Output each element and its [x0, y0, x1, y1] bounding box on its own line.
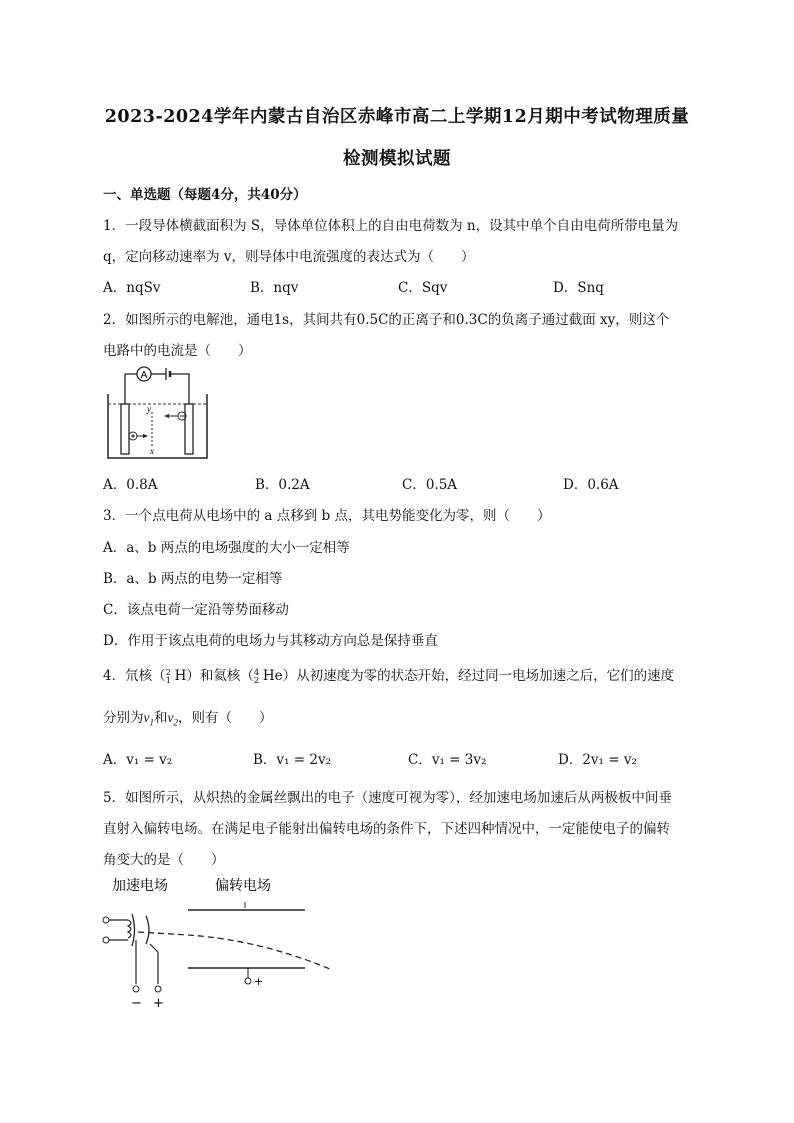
q5-line-1: 5．如图所示，从炽热的金属丝飘出的电子（速度可视为零），经加速电场加速后从两极板中间垂	[103, 790, 672, 806]
q4-mid: ）和氦核（	[186, 668, 254, 684]
q3-line-1: 3．一个点电荷从电场中的 a 点移到 b 点，其电势能变化为零，则（ ）	[103, 508, 551, 524]
plate-plus-label: +	[254, 975, 264, 988]
q4-line-2	[103, 706, 273, 728]
label-y: y	[147, 404, 151, 414]
electron-trajectory	[138, 932, 330, 969]
q4-line2-post: ，则有（ ）	[178, 710, 273, 726]
plus-terminal-label: +	[153, 996, 164, 1011]
q2-line-2: 电路中的电流是（ ）	[103, 343, 252, 359]
ammeter-label: A	[140, 370, 148, 381]
title-line-1: 2023-2024学年内蒙古自治区赤峰市高二上学期12月期中考试物理质量	[104, 107, 690, 127]
helium-isotope-prefix: 4 2	[253, 668, 260, 686]
q1-option-c[interactable]: C．Sqv	[398, 280, 448, 296]
label-x: x	[150, 446, 154, 456]
electrolysis-figure	[100, 364, 215, 464]
q1-line-2: q，定向移动速率为 v，则导体中电流强度的表达式为（ ）	[103, 249, 475, 265]
q3-option-a[interactable]: A．a、b 两点的电场强度的大小一定相等	[103, 540, 350, 556]
q4-line2-mid: 和	[154, 710, 168, 726]
q4-line2-pre: 分别为	[103, 710, 144, 726]
helium-symbol: He	[262, 668, 283, 684]
cathode-icon	[132, 914, 135, 946]
q4-option-b[interactable]: B．v₁ = 2v₂	[253, 752, 331, 768]
q1-option-a[interactable]: A．nqSv	[103, 280, 161, 296]
q2-option-a[interactable]: A．0.8A	[103, 477, 158, 493]
q3-option-c[interactable]: C．该点电荷一定沿等势面移动	[103, 602, 289, 618]
accel-field-label: 加速电场	[112, 878, 168, 894]
q2-option-c[interactable]: C．0.5A	[402, 477, 458, 493]
q4-prefix: 4．氘核（	[103, 668, 166, 684]
q1-line-1: 1．一段导体横截面积为 S，导体单位体积上的自由电荷数为 n，设其中单个自由电荷所带电量为	[103, 218, 679, 234]
section-heading: 一、单选题（每题4分，共40分）	[103, 187, 307, 203]
q2-line-1: 2．如图所示的电解池，通电1s，其间共有0.5C的正离子和0.3C的负离子通过截面 xy，则这个	[103, 312, 670, 328]
q3-option-d[interactable]: D．作用于该点电荷的电场力与其移动方向总是保持垂直	[103, 633, 438, 649]
title-line-2: 检测模拟试题	[343, 149, 451, 169]
q4-option-c[interactable]: C．v₁ = 3v₂	[408, 752, 487, 768]
q4-option-a[interactable]: A．v₁ = v₂	[103, 752, 173, 768]
q5-line-2: 直射入偏转电场。在满足电子能射出偏转电场的条件下，下述四种情况中，一定能使电子的偏转	[103, 821, 670, 837]
q2-option-b[interactable]: B．0.2A	[255, 477, 310, 493]
q4-suffix: ）从初速度为零的状态开始，经过同一电场加速之后，它们的速度	[282, 668, 675, 684]
electron-gun-figure	[100, 872, 340, 1012]
v2-symbol: $v_2$	[167, 710, 178, 728]
deuterium-symbol: H	[174, 668, 187, 684]
q3-option-b[interactable]: B．a、b 两点的电势一定相等	[103, 571, 283, 587]
anode-icon	[146, 916, 149, 944]
deflect-field-label: 偏转电场	[215, 878, 271, 894]
deuterium-isotope-prefix: 2 1	[165, 668, 172, 686]
q1-option-d[interactable]: D．Snq	[553, 280, 604, 296]
q1-option-b[interactable]: B．nqv	[250, 280, 299, 296]
v1-symbol: $v_1$	[143, 710, 154, 728]
q4-line-1	[103, 664, 674, 684]
q5-line-3: 角变大的是（ ）	[103, 852, 225, 868]
q4-option-d[interactable]: D．2v₁ = v₂	[558, 752, 637, 768]
q2-option-d[interactable]: D．0.6A	[563, 477, 619, 493]
minus-terminal-label: −	[131, 996, 142, 1011]
filament-icon	[128, 920, 131, 938]
